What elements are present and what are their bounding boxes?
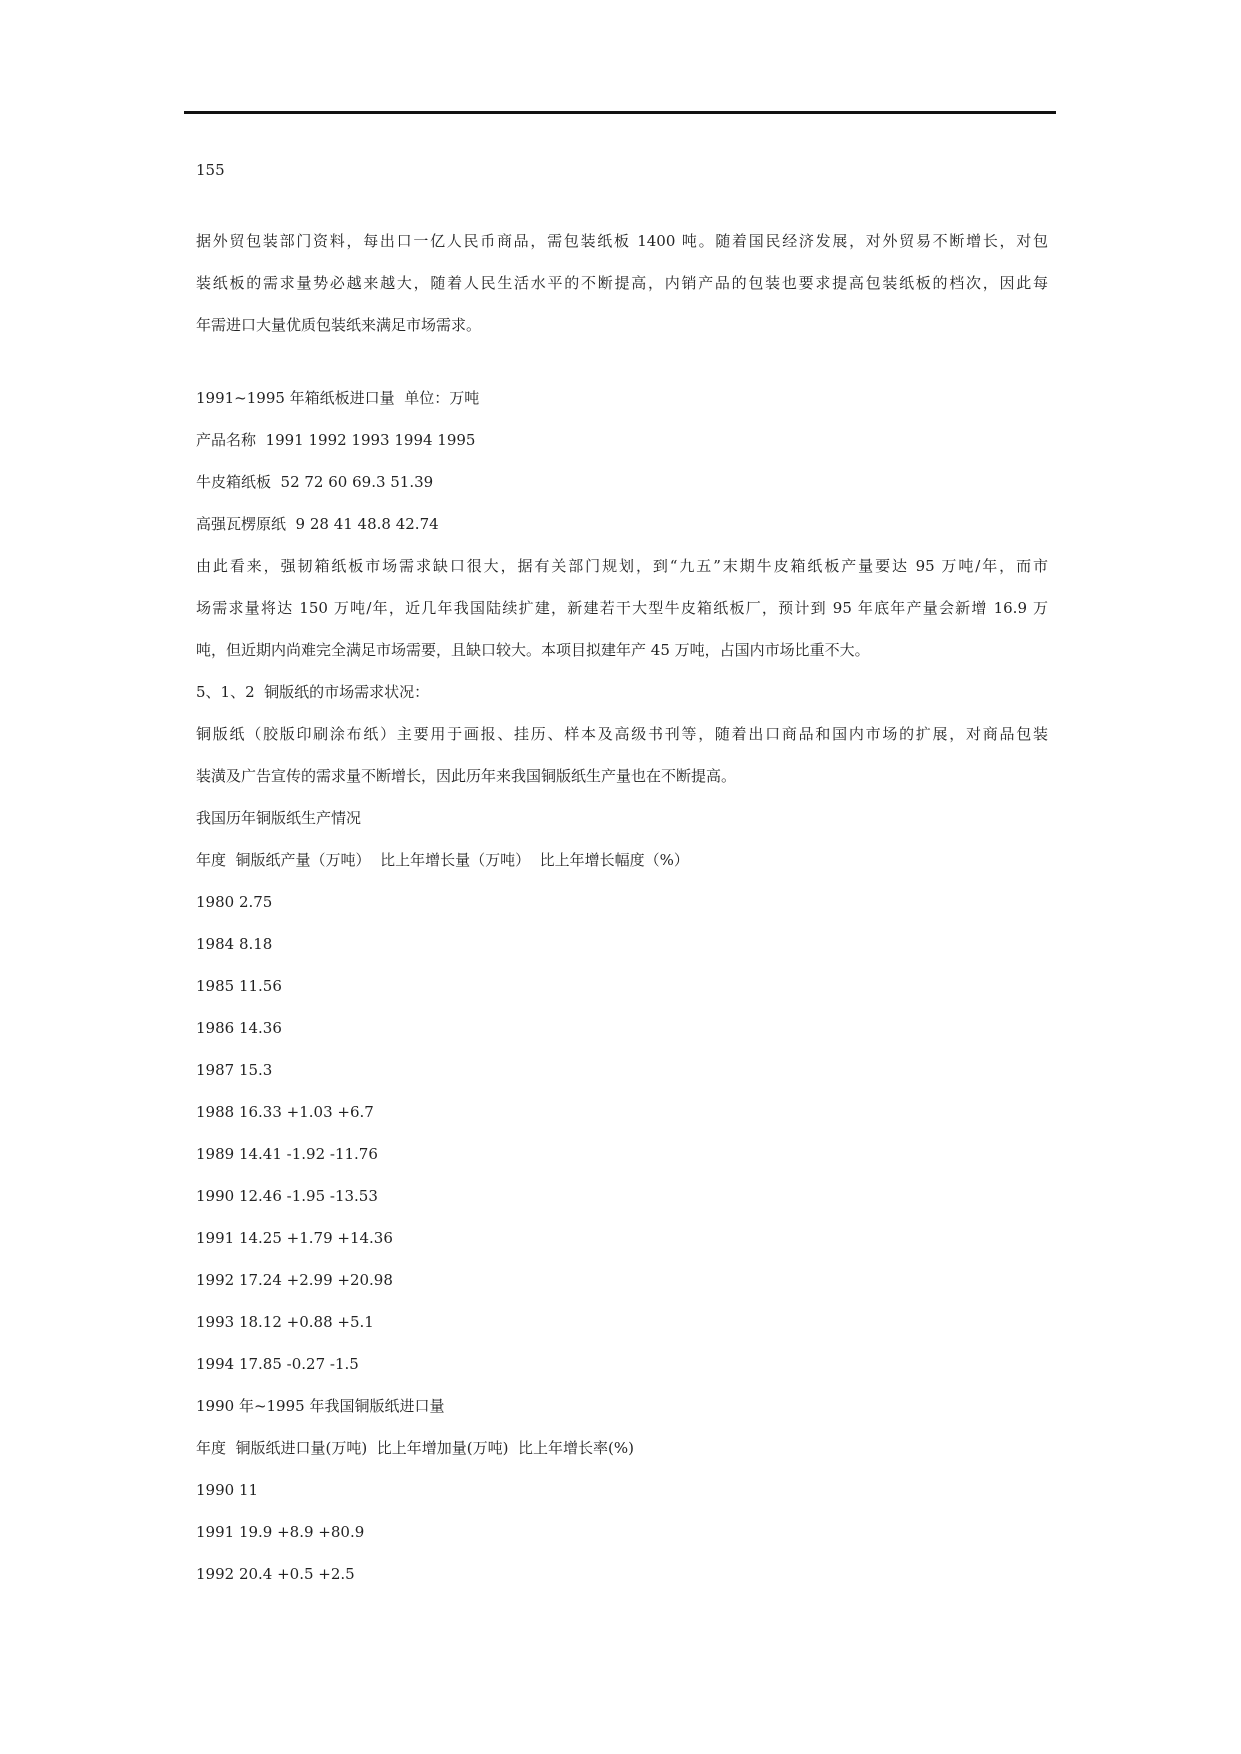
import-table-row: 高强瓦楞原纸 9 28 41 48.8 42.74: [196, 515, 439, 533]
coated-import-table-header: 年度 铜版纸进口量(万吨) 比上年增加量(万吨) 比上年增长率(%): [196, 1439, 634, 1457]
production-table-row: 1992 17.24 +2.99 +20.98: [196, 1271, 393, 1289]
coated-import-table-row: 1991 19.9 +8.9 +80.9: [196, 1523, 365, 1541]
production-table-title: 我国历年铜版纸生产情况: [196, 809, 362, 827]
production-table-row: 1980 2.75: [196, 893, 273, 911]
analysis-line-3: 吨，但近期内尚难完全满足市场需要，且缺口较大。本项目拟建年产 45 万吨，占国内市场比重不大。: [196, 641, 870, 659]
production-table-row: 1986 14.36: [196, 1019, 282, 1037]
production-table-row: 1991 14.25 +1.79 +14.36: [196, 1229, 393, 1247]
intro-line-1: 据外贸包装部门资料，每出口一亿人民币商品，需包装纸板 1400 吨。随着国民经济发展，对外贸易不断增长，对包: [196, 232, 1048, 250]
header-rule: [184, 111, 1056, 114]
analysis-line-2: 场需求量将达 150 万吨/年，近几年我国陆续扩建，新建若干大型牛皮箱纸板厂，预计到 95 年底年产量会新增 16.9 万: [196, 599, 1048, 617]
import-table-row: 牛皮箱纸板 52 72 60 69.3 51.39: [196, 473, 434, 491]
import-table-title: 1991~1995 年箱纸板进口量 单位：万吨: [196, 389, 480, 407]
intro-line-2: 装纸板的需求量势必越来越大，随着人民生活水平的不断提高，内销产品的包装也要求提高包装纸板的档次，因此每: [196, 274, 1048, 292]
production-table-row: 1985 11.56: [196, 977, 282, 995]
production-table-row: 1987 15.3: [196, 1061, 273, 1079]
production-table-row: 1988 16.33 +1.03 +6.7: [196, 1103, 374, 1121]
page-number: 155: [196, 161, 225, 179]
coated-import-table-title: 1990 年~1995 年我国铜版纸进口量: [196, 1397, 445, 1415]
production-table-header: 年度 铜版纸产量（万吨） 比上年增长量（万吨） 比上年增长幅度（%）: [196, 851, 689, 869]
section-heading: 5、1、2 铜版纸的市场需求状况：: [196, 683, 430, 701]
coated-import-table-row: 1990 11: [196, 1481, 259, 1499]
intro-line-3: 年需进口大量优质包装纸来满足市场需求。: [196, 316, 482, 334]
analysis-line-1: 由此看来，强韧箱纸板市场需求缺口很大，据有关部门规划，到“九五”末期牛皮箱纸板产量要达 95 万吨/年，而市: [196, 557, 1048, 575]
production-table-row: 1990 12.46 -1.95 -13.53: [196, 1187, 378, 1205]
coated-import-table-row: 1992 20.4 +0.5 +2.5: [196, 1565, 355, 1583]
production-table-row: 1984 8.18: [196, 935, 273, 953]
production-table-row: 1989 14.41 -1.92 -11.76: [196, 1145, 378, 1163]
section-body-line-1: 铜版纸（胶版印刷涂布纸）主要用于画报、挂历、样本及高级书刊等，随着出口商品和国内市场的扩展，对商品包装: [196, 725, 1048, 743]
section-body-line-2: 装潢及广告宣传的需求量不断增长，因此历年来我国铜版纸生产量也在不断提高。: [196, 767, 737, 785]
production-table-row: 1993 18.12 +0.88 +5.1: [196, 1313, 374, 1331]
production-table-row: 1994 17.85 -0.27 -1.5: [196, 1355, 359, 1373]
import-table-header: 产品名称 1991 1992 1993 1994 1995: [196, 431, 476, 449]
